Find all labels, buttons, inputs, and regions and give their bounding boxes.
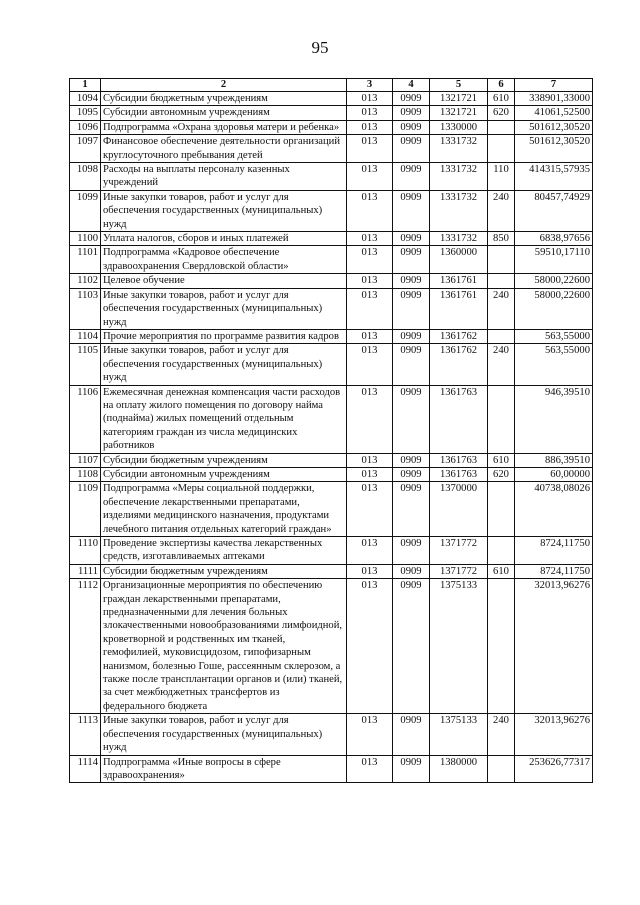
table-row [70,106,593,120]
row-number: 1105 [70,344,101,385]
row-name: Прочие мероприятия по программе развития кадров [101,329,347,343]
row-amount: 414315,57935 [515,163,593,191]
expense-type-code: 620 [488,106,515,120]
row-name: Субсидии автономным учреждениям [101,467,347,481]
row-number: 1094 [70,92,101,106]
row-number: 1110 [70,537,101,565]
column-header: 7 [515,79,593,92]
row-name: Целевое обучение [101,274,347,288]
row-amount: 32013,96276 [515,579,593,714]
section-code: 0909 [393,246,430,274]
row-number: 1108 [70,467,101,481]
row-number: 1096 [70,120,101,134]
ministry-code: 013 [347,467,393,481]
ministry-code: 013 [347,163,393,191]
ministry-code: 013 [347,755,393,783]
expense-type-code [488,135,515,163]
row-name: Проведение экспертизы качества лекарственных средств, изготавливаемых аптеками [101,537,347,565]
target-article-code: 1361761 [430,274,488,288]
section-code: 0909 [393,274,430,288]
row-number: 1101 [70,246,101,274]
column-header: 5 [430,79,488,92]
table-row [70,579,593,714]
target-article-code: 1361762 [430,344,488,385]
target-article-code: 1361762 [430,329,488,343]
expense-type-code: 240 [488,288,515,329]
section-code: 0909 [393,344,430,385]
row-amount: 60,00000 [515,467,593,481]
table-row [70,190,593,231]
target-article-code: 1331732 [430,190,488,231]
row-name: Подпрограмма «Меры социальной поддержки, обеспечение лекарственными препаратами, изделиями медицинского назначения, продуктами лечебного питания отдельных категорий граждан» [101,482,347,537]
target-article-code: 1331732 [430,163,488,191]
target-article-code: 1331732 [430,135,488,163]
table-row [70,482,593,537]
expense-type-code: 620 [488,467,515,481]
target-article-code: 1380000 [430,755,488,783]
ministry-code: 013 [347,482,393,537]
expense-type-code [488,537,515,565]
ministry-code: 013 [347,564,393,578]
row-amount: 253626,77317 [515,755,593,783]
expense-type-code [488,274,515,288]
expense-type-code [488,329,515,343]
header-row [70,79,593,92]
column-header: 3 [347,79,393,92]
section-code: 0909 [393,135,430,163]
expense-type-code: 610 [488,564,515,578]
expense-type-code [488,246,515,274]
row-amount: 338901,33000 [515,92,593,106]
ministry-code: 013 [347,92,393,106]
table-row [70,385,593,453]
table-row [70,274,593,288]
ministry-code: 013 [347,288,393,329]
row-number: 1114 [70,755,101,783]
row-name: Иные закупки товаров, работ и услуг для обеспечения государственных (муниципальных) нужд [101,288,347,329]
page-number: 95 [311,38,329,57]
ministry-code: 013 [347,329,393,343]
table-row [70,120,593,134]
budget-table [69,78,593,783]
row-amount: 58000,22600 [515,288,593,329]
target-article-code: 1331732 [430,232,488,246]
expense-type-code [488,120,515,134]
row-name: Субсидии бюджетным учреждениям [101,453,347,467]
target-article-code: 1321721 [430,92,488,106]
row-number: 1099 [70,190,101,231]
row-name: Субсидии бюджетным учреждениям [101,92,347,106]
table-row [70,467,593,481]
row-name: Подпрограмма «Иные вопросы в сфере здравоохранения» [101,755,347,783]
row-amount: 8724,11750 [515,537,593,565]
table-row [70,564,593,578]
ministry-code: 013 [347,190,393,231]
row-name: Подпрограмма «Кадровое обеспечение здравоохранения Свердловской области» [101,246,347,274]
section-code: 0909 [393,755,430,783]
row-number: 1100 [70,232,101,246]
row-amount: 8724,11750 [515,564,593,578]
row-amount: 40738,08026 [515,482,593,537]
target-article-code: 1330000 [430,120,488,134]
ministry-code: 013 [347,537,393,565]
target-article-code: 1361763 [430,453,488,467]
table-row [70,288,593,329]
section-code: 0909 [393,467,430,481]
row-name: Ежемесячная денежная компенсация части расходов на оплату жилого помещения по договору найма (поднайма) жилых помещений отдельным категориям граждан из числа медицинских работников [101,385,347,453]
row-name: Организационные мероприятия по обеспечению граждан лекарственными препаратами, предназначенными для лечения больных злокачественными новообразованиями лимфоидной, кроветворной и родственных им тканей, гемофилией, муковисцидозом, гипофизарным нанизмом, болезнью Гоше, рассеянным склерозом, а также после трансплантации органов и (или) тканей, за счет межбюджетных трансфертов из федерального бюджета [101,579,347,714]
row-number: 1104 [70,329,101,343]
table-row [70,755,593,783]
section-code: 0909 [393,163,430,191]
table-row [70,246,593,274]
section-code: 0909 [393,329,430,343]
expense-type-code [488,579,515,714]
section-code: 0909 [393,190,430,231]
row-number: 1095 [70,106,101,120]
section-code: 0909 [393,232,430,246]
table-row [70,329,593,343]
table-row [70,163,593,191]
row-name: Субсидии бюджетным учреждениям [101,564,347,578]
row-name: Финансовое обеспечение деятельности организаций круглосуточного пребывания детей [101,135,347,163]
row-name: Иные закупки товаров, работ и услуг для обеспечения государственных (муниципальных) нужд [101,190,347,231]
row-number: 1098 [70,163,101,191]
row-number: 1112 [70,579,101,714]
section-code: 0909 [393,564,430,578]
row-amount: 501612,30520 [515,135,593,163]
expense-type-code: 850 [488,232,515,246]
target-article-code: 1360000 [430,246,488,274]
target-article-code: 1370000 [430,482,488,537]
expense-type-code [488,755,515,783]
row-number: 1107 [70,453,101,467]
table-row [70,135,593,163]
row-amount: 59510,17110 [515,246,593,274]
ministry-code: 013 [347,579,393,714]
expense-type-code: 240 [488,190,515,231]
table-row [70,537,593,565]
section-code: 0909 [393,288,430,329]
expense-type-code [488,482,515,537]
table-body [70,92,593,783]
row-number: 1103 [70,288,101,329]
target-article-code: 1375133 [430,579,488,714]
section-code: 0909 [393,453,430,467]
expense-type-code: 240 [488,714,515,755]
section-code: 0909 [393,92,430,106]
target-article-code: 1371772 [430,537,488,565]
ministry-code: 013 [347,106,393,120]
ministry-code: 013 [347,344,393,385]
expense-type-code [488,385,515,453]
row-amount: 563,55000 [515,344,593,385]
column-header: 2 [101,79,347,92]
row-amount: 946,39510 [515,385,593,453]
table-row [70,92,593,106]
row-number: 1109 [70,482,101,537]
row-name: Подпрограмма «Охрана здоровья матери и ребенка» [101,120,347,134]
target-article-code: 1361763 [430,385,488,453]
row-name: Иные закупки товаров, работ и услуг для обеспечения государственных (муниципальных) нужд [101,714,347,755]
table-row [70,453,593,467]
row-number: 1106 [70,385,101,453]
row-amount: 501612,30520 [515,120,593,134]
row-amount: 41061,52500 [515,106,593,120]
target-article-code: 1361761 [430,288,488,329]
ministry-code: 013 [347,274,393,288]
row-number: 1113 [70,714,101,755]
target-article-code: 1371772 [430,564,488,578]
section-code: 0909 [393,579,430,714]
row-amount: 58000,22600 [515,274,593,288]
target-article-code: 1321721 [430,106,488,120]
table-row [70,232,593,246]
ministry-code: 013 [347,453,393,467]
row-amount: 32013,96276 [515,714,593,755]
section-code: 0909 [393,537,430,565]
table-row [70,344,593,385]
section-code: 0909 [393,106,430,120]
target-article-code: 1361763 [430,467,488,481]
row-name: Иные закупки товаров, работ и услуг для обеспечения государственных (муниципальных) нужд [101,344,347,385]
row-amount: 6838,97656 [515,232,593,246]
ministry-code: 013 [347,135,393,163]
row-amount: 563,55000 [515,329,593,343]
column-header: 1 [70,79,101,92]
section-code: 0909 [393,482,430,537]
expense-type-code: 110 [488,163,515,191]
row-number: 1097 [70,135,101,163]
expense-type-code: 240 [488,344,515,385]
ministry-code: 013 [347,120,393,134]
section-code: 0909 [393,714,430,755]
ministry-code: 013 [347,714,393,755]
table-row [70,714,593,755]
column-header: 4 [393,79,430,92]
column-header: 6 [488,79,515,92]
row-number: 1102 [70,274,101,288]
expense-type-code: 610 [488,453,515,467]
expense-type-code: 610 [488,92,515,106]
section-code: 0909 [393,120,430,134]
row-name: Уплата налогов, сборов и иных платежей [101,232,347,246]
ministry-code: 013 [347,246,393,274]
row-name: Субсидии автономным учреждениям [101,106,347,120]
section-code: 0909 [393,385,430,453]
row-amount: 886,39510 [515,453,593,467]
row-amount: 80457,74929 [515,190,593,231]
ministry-code: 013 [347,232,393,246]
ministry-code: 013 [347,385,393,453]
row-name: Расходы на выплаты персоналу казенных учреждений [101,163,347,191]
target-article-code: 1375133 [430,714,488,755]
row-number: 1111 [70,564,101,578]
